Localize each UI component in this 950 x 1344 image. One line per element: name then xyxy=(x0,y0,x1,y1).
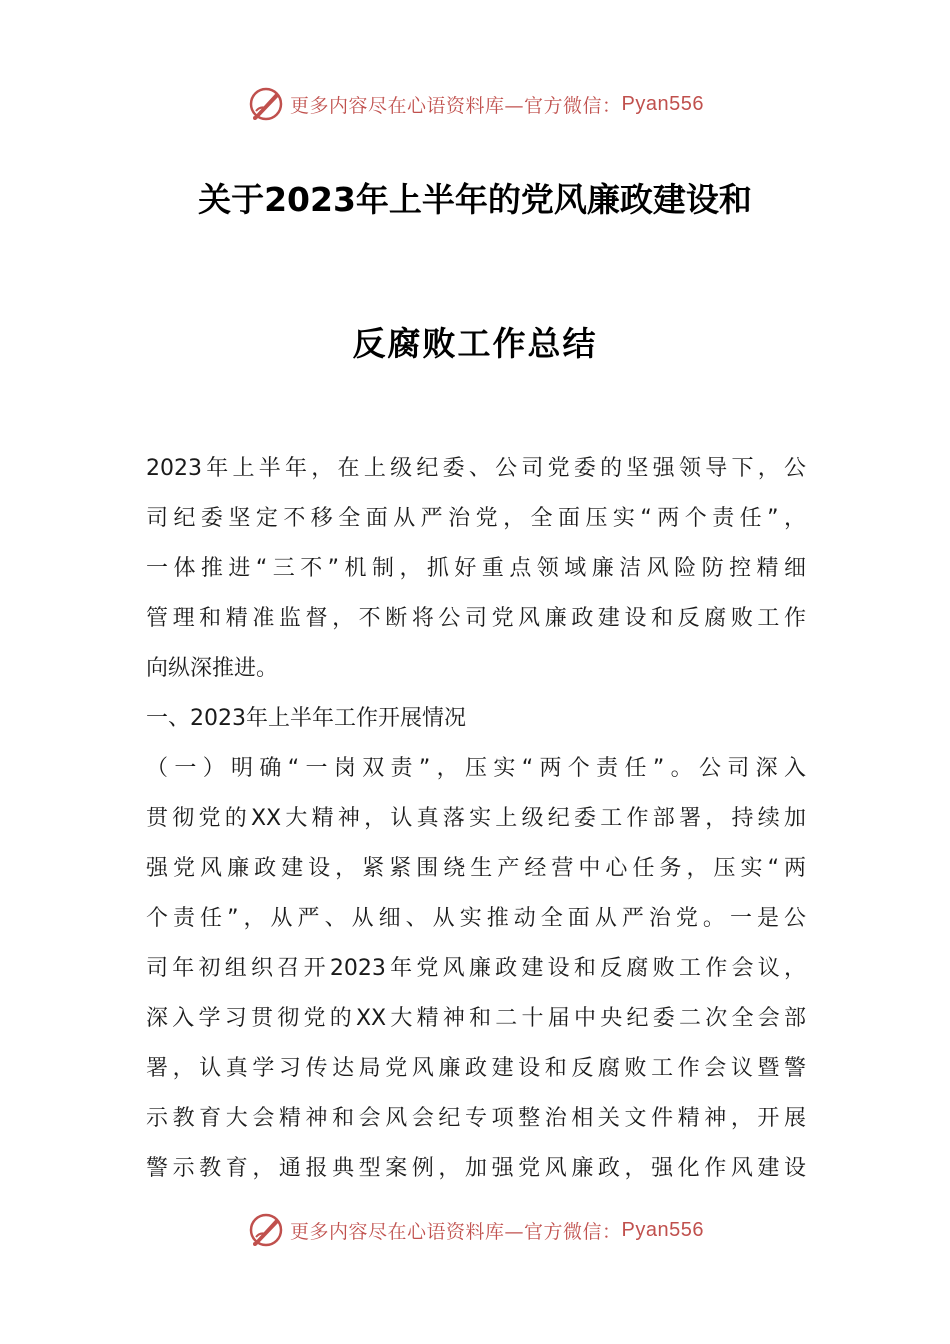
watermark-text: 更多内容尽在心语资料库—官方微信： xyxy=(290,1220,622,1243)
document-body xyxy=(146,444,806,1194)
body-line: 贯彻党的XX大精神，认真落实上级纪委工作部署，持续加 xyxy=(146,806,806,831)
body-line: （一）明确“一岗双责”，压实“两个责任”。公司深入 xyxy=(146,756,806,781)
body-line: 警示教育，通报典型案例，加强党风廉政，强化作风建设 xyxy=(146,1156,806,1181)
document-title-line-2: 反腐败工作总结 xyxy=(352,324,598,363)
quill-pen-logo-icon xyxy=(246,1210,286,1250)
body-line: 向纵深推进。 xyxy=(146,656,279,681)
watermark-wechat-id: Pyan556 xyxy=(621,92,704,115)
body-line: 强党风廉政建设，紧紧围绕生产经营中心任务，压实“两 xyxy=(146,856,806,881)
body-line: 管理和精准监督，不断将公司党风廉政建设和反腐败工作 xyxy=(146,606,806,631)
quill-pen-logo-icon xyxy=(246,84,286,124)
document-title-line-1: 关于2023年上半年的党风廉政建设和 xyxy=(198,180,752,219)
body-line: 一体推进“三不”机制，抓好重点领域廉洁风险防控精细 xyxy=(146,556,806,581)
body-line: 个责任”，从严、从细、从实推动全面从严治党。一是公 xyxy=(146,906,806,931)
body-line: 2023年上半年，在上级纪委、公司党委的坚强领导下，公 xyxy=(146,456,806,481)
body-line: 深入学习贯彻党的XX大精神和二十届中央纪委二次全会部 xyxy=(146,1006,806,1031)
body-line: 示教育大会精神和会风会纪专项整治相关文件精神，开展 xyxy=(146,1106,806,1131)
body-line: 署，认真学习传达局党风廉政建设和反腐败工作会议暨警 xyxy=(146,1056,806,1081)
watermark-wechat-id: Pyan556 xyxy=(621,1218,704,1241)
watermark-banner-bottom xyxy=(0,1208,950,1252)
body-line: 司年初组织召开2023年党风廉政建设和反腐败工作会议， xyxy=(146,956,806,981)
body-line: 司纪委坚定不移全面从严治党，全面压实“两个责任”， xyxy=(146,506,806,531)
watermark-text: 更多内容尽在心语资料库—官方微信： xyxy=(290,94,622,117)
section-heading: 一、2023年上半年工作开展情况 xyxy=(146,706,466,731)
watermark-banner-top xyxy=(0,82,950,126)
